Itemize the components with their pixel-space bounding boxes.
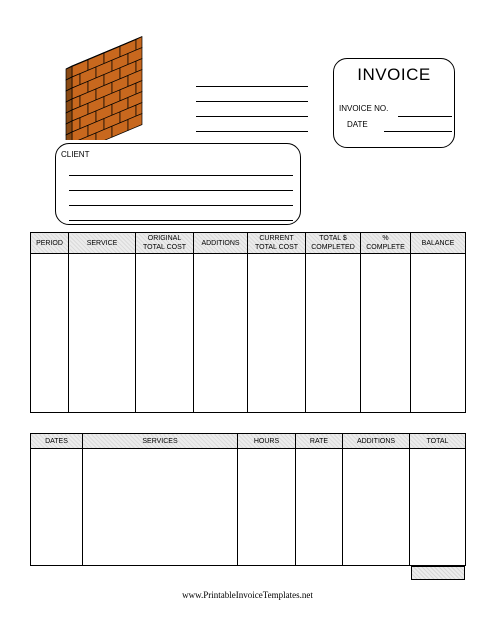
header-period: PERIOD (31, 233, 69, 254)
cell-balance[interactable] (411, 254, 466, 413)
cell-service[interactable] (69, 254, 136, 413)
client-box (55, 143, 301, 225)
cell-total[interactable] (410, 449, 466, 566)
header-dates: DATES (31, 434, 83, 449)
cell-hours[interactable] (238, 449, 296, 566)
header-current-total-cost: CURRENT TOTAL COST (248, 233, 306, 254)
header-rate: RATE (296, 434, 343, 449)
cell-services[interactable] (83, 449, 238, 566)
header-balance: BALANCE (411, 233, 466, 254)
progress-billing-table (30, 232, 466, 413)
address-line-4[interactable] (196, 131, 308, 132)
grand-total-box[interactable] (411, 566, 465, 580)
brick-wall-icon (62, 36, 166, 140)
table1-header-row (31, 233, 466, 254)
address-line-1[interactable] (196, 86, 308, 87)
cell-original-total-cost[interactable] (136, 254, 194, 413)
header-hours: HOURS (238, 434, 296, 449)
cell-period[interactable] (31, 254, 69, 413)
cell-additions-2[interactable] (343, 449, 410, 566)
client-line-3[interactable] (69, 205, 293, 206)
date-label: DATE (347, 120, 368, 129)
client-line-1[interactable] (69, 175, 293, 176)
cell-total-completed[interactable] (306, 254, 361, 413)
invoice-title: INVOICE (357, 65, 431, 84)
services-table (30, 433, 466, 566)
address-line-2[interactable] (196, 101, 308, 102)
header-total-completed: TOTAL $ COMPLETED (306, 233, 361, 254)
client-line-2[interactable] (69, 190, 293, 191)
table1-body-row (31, 254, 466, 413)
table2-header-row (31, 434, 466, 449)
cell-dates[interactable] (31, 449, 83, 566)
address-line-3[interactable] (196, 116, 308, 117)
cell-rate[interactable] (296, 449, 343, 566)
invoice-no-field[interactable] (398, 116, 452, 117)
invoice-no-label: INVOICE NO. (339, 104, 389, 113)
cell-current-total-cost[interactable] (248, 254, 306, 413)
client-label: CLIENT (61, 150, 90, 159)
client-line-4[interactable] (69, 220, 293, 221)
footer-website: www.PrintableInvoiceTemplates.net (182, 590, 313, 600)
date-field[interactable] (384, 131, 452, 132)
header-total: TOTAL (410, 434, 466, 449)
header-services: SERVICES (83, 434, 238, 449)
header-additions-2: ADDITIONS (343, 434, 410, 449)
header-original-total-cost: ORIGINAL TOTAL COST (136, 233, 194, 254)
cell-percent-complete[interactable] (361, 254, 411, 413)
invoice-info-box (333, 58, 455, 148)
header-percent-complete: % COMPLETE (361, 233, 411, 254)
cell-additions[interactable] (194, 254, 248, 413)
header-additions: ADDITIONS (194, 233, 248, 254)
header-service: SERVICE (69, 233, 136, 254)
table2-body-row (31, 449, 466, 566)
